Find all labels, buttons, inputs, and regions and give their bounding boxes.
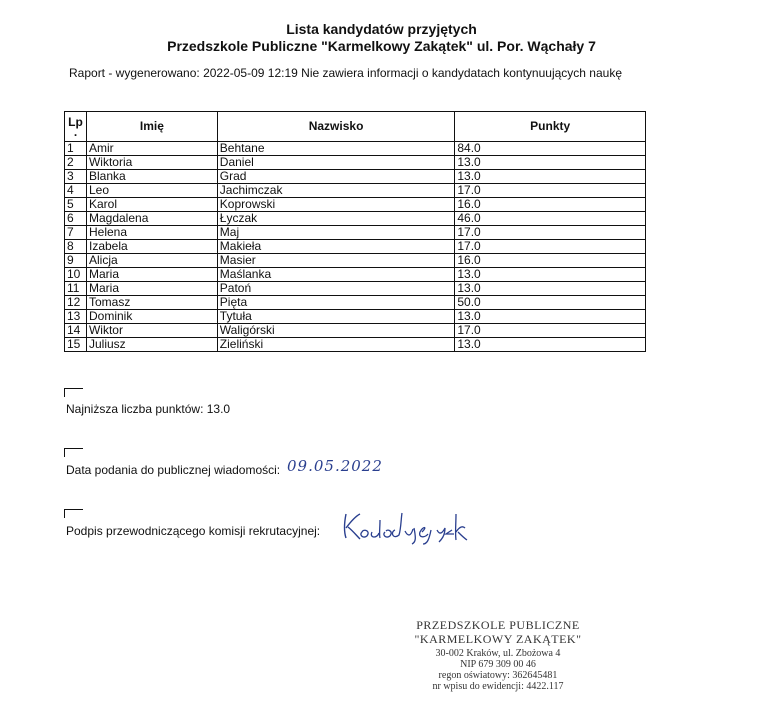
cell-lp: 5 (65, 198, 87, 212)
cell-first-name: Blanka (86, 170, 217, 184)
publication-date-handwritten: 09.05.2022 (287, 457, 383, 475)
table-row (65, 198, 646, 212)
cell-points: 17.0 (455, 226, 646, 240)
cell-points: 46.0 (455, 212, 646, 226)
stamp-regon: regon oświatowy: 362645481 (438, 670, 558, 681)
cell-last-name: Zieliński (217, 338, 455, 352)
cell-last-name: Makieła (217, 240, 455, 254)
cell-points: 13.0 (455, 170, 646, 184)
cell-points: 17.0 (455, 240, 646, 254)
cell-lp: 1 (65, 142, 87, 156)
cell-first-name: Leo (86, 184, 217, 198)
cell-lp: 12 (65, 296, 87, 310)
cell-points: 16.0 (455, 254, 646, 268)
header-first-name: Imię (86, 112, 217, 142)
document-subtitle: Przedszkole Publiczne "Karmelkowy Zakątek" ul. Por. Wąchały 7 (167, 38, 596, 54)
table-row (65, 254, 646, 268)
table-row (65, 212, 646, 226)
table-header-row (65, 112, 646, 142)
stamp-address: 30-002 Kraków, ul. Zbożowa 4 (435, 648, 561, 659)
cell-lp: 10 (65, 268, 87, 282)
cell-lp: 6 (65, 212, 87, 226)
field-corner-mark (64, 448, 83, 457)
cell-first-name: Helena (86, 226, 217, 240)
cell-points: 84.0 (455, 142, 646, 156)
cell-last-name: Pięta (217, 296, 455, 310)
cell-lp: 2 (65, 156, 87, 170)
cell-first-name: Maria (86, 268, 217, 282)
candidates-table (64, 111, 646, 352)
table-row (65, 240, 646, 254)
lowest-points: Najniższa liczba punktów: 13.0 (66, 402, 231, 416)
cell-first-name: Izabela (86, 240, 217, 254)
cell-lp: 11 (65, 282, 87, 296)
cell-lp: 3 (65, 170, 87, 184)
table-row (65, 142, 646, 156)
header-last-name: Nazwisko (217, 112, 455, 142)
cell-lp: 4 (65, 184, 87, 198)
header-lp (65, 112, 87, 142)
stamp-name-line1: PRZEDSZKOLE PUBLICZNE (416, 618, 580, 632)
table-row (65, 156, 646, 170)
field-corner-mark (64, 388, 83, 397)
table-row (65, 170, 646, 184)
cell-last-name: Masier (217, 254, 455, 268)
table-row (65, 226, 646, 240)
table-row (65, 184, 646, 198)
cell-points: 13.0 (455, 310, 646, 324)
cell-points: 16.0 (455, 198, 646, 212)
cell-last-name: Waligórski (217, 324, 455, 338)
cell-points: 13.0 (455, 338, 646, 352)
cell-last-name: Maj (217, 226, 455, 240)
cell-last-name: Jachimczak (217, 184, 455, 198)
table-row (65, 282, 646, 296)
stamp-name-line2: "KARMELKOWY ZAKĄTEK" (414, 632, 582, 646)
cell-lp: 8 (65, 240, 87, 254)
cell-last-name: Behtane (217, 142, 455, 156)
cell-lp: 7 (65, 226, 87, 240)
cell-last-name: Grad (217, 170, 455, 184)
cell-points: 50.0 (455, 296, 646, 310)
signature-label: Podpis przewodniczącego komisji rekrutacyjnej: (66, 524, 321, 538)
cell-lp: 9 (65, 254, 87, 268)
stamp-nip: NIP 679 309 00 46 (460, 659, 536, 670)
cell-last-name: Patoń (217, 282, 455, 296)
table-row (65, 268, 646, 282)
cell-lp: 14 (65, 324, 87, 338)
cell-last-name: Maślanka (217, 268, 455, 282)
cell-first-name: Tomasz (86, 296, 217, 310)
report-info: Raport - wygenerowano: 2022-05-09 12:19 Nie zawiera informacji o kandydatach kontynuujących naukę (69, 66, 622, 80)
cell-first-name: Wiktor (86, 324, 217, 338)
handwritten-signature (340, 506, 490, 546)
cell-points: 13.0 (455, 282, 646, 296)
cell-last-name: Łyczak (217, 212, 455, 226)
cell-first-name: Juliusz (86, 338, 217, 352)
publication-date-label: Data podania do publicznej wiadomości: (66, 463, 281, 477)
cell-first-name: Amir (86, 142, 217, 156)
cell-lp: 13 (65, 310, 87, 324)
stamp-registry: nr wpisu do ewidencji: 4422.117 (432, 681, 564, 692)
document-title: Lista kandydatów przyjętych (286, 21, 477, 37)
cell-last-name: Tytuła (217, 310, 455, 324)
header-lp-text: Lp (68, 114, 83, 129)
header-points: Punkty (455, 112, 646, 142)
cell-points: 17.0 (455, 184, 646, 198)
cell-first-name: Wiktoria (86, 156, 217, 170)
cell-first-name: Dominik (86, 310, 217, 324)
field-corner-mark (64, 509, 83, 518)
cell-last-name: Daniel (217, 156, 455, 170)
cell-first-name: Alicja (86, 254, 217, 268)
table-row (65, 310, 646, 324)
cell-points: 13.0 (455, 268, 646, 282)
cell-points: 17.0 (455, 324, 646, 338)
header-lp-dot: . (73, 124, 78, 139)
cell-first-name: Magdalena (86, 212, 217, 226)
table-row (65, 324, 646, 338)
cell-points: 13.0 (455, 156, 646, 170)
cell-first-name: Karol (86, 198, 217, 212)
cell-last-name: Koprowski (217, 198, 455, 212)
cell-lp: 15 (65, 338, 87, 352)
table-row (65, 338, 646, 352)
table-row (65, 296, 646, 310)
cell-first-name: Maria (86, 282, 217, 296)
